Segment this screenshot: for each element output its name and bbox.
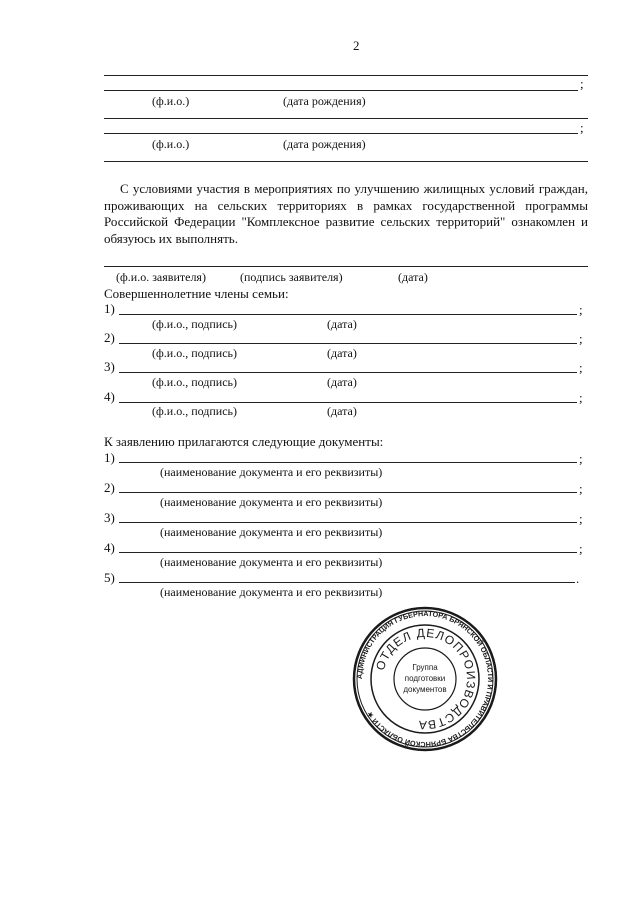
attachment-field-line bbox=[119, 582, 575, 583]
attachment-caption: (наименование документа и его реквизиты) bbox=[160, 465, 383, 479]
row-end-mark: ; bbox=[579, 451, 583, 466]
attachment-field-line bbox=[119, 462, 577, 463]
underline bbox=[104, 75, 588, 76]
stamp-outer-text: АДМИНИСТРАЦИЯ ГУБЕРНАТОРА БРЯНСКОЙ ОБЛАСТИ И ПРАВИТЕЛЬСТВА БРЯНСКОЙ ОБЛАСТИ ★ bbox=[354, 608, 496, 750]
member-date-caption: (дата) bbox=[327, 375, 357, 389]
attachment-caption: (наименование документа и его реквизиты) bbox=[160, 585, 383, 599]
member-field-line bbox=[119, 343, 577, 344]
attachment-caption: (наименование документа и его реквизиты) bbox=[160, 525, 383, 539]
attachment-number: 3) bbox=[104, 510, 115, 525]
row-end-mark: ; bbox=[579, 331, 583, 346]
stamp-inner-text: ОТДЕЛ ДЕЛОПРОИЗВОДСТВА bbox=[372, 625, 479, 733]
attachment-field-line bbox=[119, 522, 577, 523]
official-stamp bbox=[352, 606, 498, 752]
adult-members-heading: Совершеннолетние члены семьи: bbox=[104, 286, 289, 301]
dob-caption: (дата рождения) bbox=[283, 137, 366, 151]
page-number: 2 bbox=[353, 38, 360, 53]
stamp-center-line: подготовки bbox=[404, 674, 446, 683]
row-end-mark: ; bbox=[579, 360, 583, 375]
member-date-caption: (дата) bbox=[327, 317, 357, 331]
row-end-mark: ; bbox=[579, 511, 583, 526]
stamp-center-line: Группа bbox=[412, 663, 438, 672]
attachment-number: 4) bbox=[104, 540, 115, 555]
signature-line bbox=[104, 266, 588, 267]
name-field-line bbox=[104, 133, 578, 134]
attachment-caption: (наименование документа и его реквизиты) bbox=[160, 495, 383, 509]
member-number: 1) bbox=[104, 301, 115, 316]
row-end-mark: ; bbox=[579, 541, 583, 556]
member-sign-caption: (ф.и.о., подпись) bbox=[152, 317, 238, 331]
attachment-number: 2) bbox=[104, 480, 115, 495]
member-number: 4) bbox=[104, 389, 115, 404]
member-sign-caption: (ф.и.о., подпись) bbox=[152, 375, 238, 389]
attachments-heading: К заявлению прилагаются следующие документы: bbox=[104, 434, 384, 449]
attachment-number: 5) bbox=[104, 570, 115, 585]
attachment-field-line bbox=[119, 492, 577, 493]
member-field-line bbox=[119, 314, 577, 315]
row-end-mark: ; bbox=[580, 76, 584, 91]
applicant-signature-caption: (подпись заявителя) bbox=[240, 270, 343, 284]
name-field-line bbox=[104, 90, 578, 91]
row-end-mark: ; bbox=[579, 302, 583, 317]
member-sign-caption: (ф.и.о., подпись) bbox=[152, 346, 238, 360]
row-end-mark: . bbox=[576, 571, 580, 586]
member-number: 3) bbox=[104, 359, 115, 374]
dob-caption: (дата рождения) bbox=[283, 94, 366, 108]
underline bbox=[104, 161, 588, 162]
consent-paragraph: С условиями участия в мероприятиях по улучшению жилищных условий граждан, проживающих на сельских территориях в рамках государственной программы Российской Федерации "Комплексное развитие сельских территорий" ознакомлен и обязуюсь их выполнять. bbox=[104, 181, 588, 246]
applicant-date-caption: (дата) bbox=[398, 270, 428, 284]
member-field-line bbox=[119, 372, 577, 373]
member-date-caption: (дата) bbox=[327, 346, 357, 360]
stamp-center-line: документов bbox=[403, 685, 447, 694]
row-end-mark: ; bbox=[579, 481, 583, 496]
member-field-line bbox=[119, 402, 577, 403]
member-sign-caption: (ф.и.о., подпись) bbox=[152, 404, 238, 418]
applicant-name-caption: (ф.и.о. заявителя) bbox=[116, 270, 206, 284]
attachment-number: 1) bbox=[104, 450, 115, 465]
row-end-mark: ; bbox=[579, 390, 583, 405]
name-caption: (ф.и.о.) bbox=[152, 94, 190, 108]
attachment-field-line bbox=[119, 552, 577, 553]
underline bbox=[104, 118, 588, 119]
attachment-caption: (наименование документа и его реквизиты) bbox=[160, 555, 383, 569]
row-end-mark: ; bbox=[580, 120, 584, 135]
name-caption: (ф.и.о.) bbox=[152, 137, 190, 151]
member-number: 2) bbox=[104, 330, 115, 345]
member-date-caption: (дата) bbox=[327, 404, 357, 418]
